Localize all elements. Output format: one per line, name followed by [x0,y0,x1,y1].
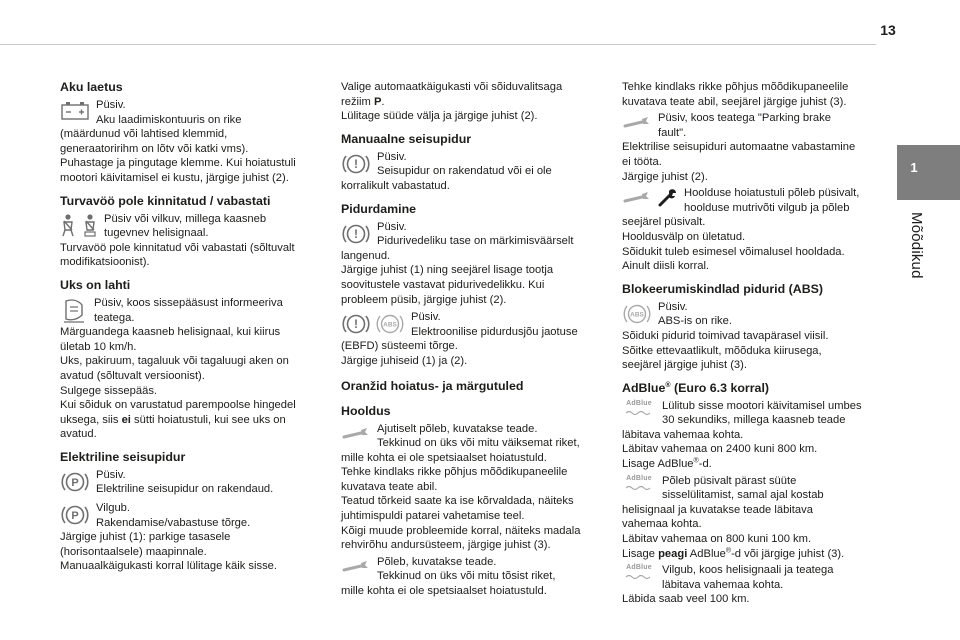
brake-icon [341,311,371,337]
svg-text:!: ! [354,226,358,241]
door-heading: Uks on lahti [60,277,131,292]
page-number: 13 [880,22,896,38]
braking-action: Järgige juhist (1) ning seejärel lisage tootja soovitustele vastavat pidurivedelikku. Kui probleem püsib, järgige juhist (2). [341,264,554,306]
adblue2-range: Läbitav vahemaa on 800 kuni 100 km. [622,533,812,546]
parking-fault-entry [622,111,862,184]
abs-brakes: Sõiduki pidurid toimivad tavapärasel viisil. [622,329,829,342]
adblue1-action-b: -d. [698,458,712,471]
service-heading: Hooldus [341,403,391,418]
service-temp-fix: Teatud tõrkeid saate ka ise kõrvaldada, näiteks juhtimispuldi patarei vahetamise teel. [341,495,574,523]
battery-icon [60,99,90,127]
col3-intro: Tehke kindlaks rikke põhjus mõõdikupaneelile kuvatava teate abil, seejärel järgige juhist (3). [622,81,849,108]
col2-intro-1 [341,80,581,109]
service-entry-1 [341,422,581,553]
adblue2-reg: ® [725,546,732,554]
adblue1-status: Lülitub sisse mootori käivitamisel umbes 30 sekundiks, millega kaasneb teade läbitava vahemaa kohta. [622,399,862,441]
manual-brake-entry [341,150,581,194]
column-2 [341,80,581,601]
service-icon [622,187,652,209]
col2-intro-2: Lülitage süüde välja ja järgige juhist (2). [341,110,538,123]
svg-text:!: ! [354,317,358,332]
epb-entry-steady [60,468,300,497]
adblue2-action-a: Lisage [622,547,659,560]
battery-action: Puhastage ja pingutage klemme. Kui hoiatustuli mootori käivitamisel ei kustu, järgige juhist (2). [60,157,296,184]
brake-abs-icons [341,311,405,339]
svg-text:ABS: ABS [383,321,397,329]
adblue2-action-c: -d või järgige juhist (3). [731,547,845,560]
battery-desc: Aku laadimiskontuuris on rike (määrdunud või lahtised klemmid, generaatoririhm on lõtv või katki vms). [60,113,249,155]
service-on-status: Põleb, kuvatakse teade. [377,555,497,568]
seatbelt-desc: Turvavöö pole kinnitatud või vabastati (sõltuvalt modifikatsioonist). [60,241,295,269]
seatbelt-status: Püsiv või vilkuv, millega kaasneb tugevnev helisignaal. [104,212,267,240]
epb-steady-desc: Elektriline seisupidur on rakendaud. [96,483,274,496]
braking-entry-2 [341,310,581,368]
adblue3-range: Läbida saab veel 100 km. [622,593,750,606]
top-rule [0,44,876,45]
door-status: Püsiv, koos sissepääsust informeeriva teatega. [94,296,283,324]
service-wrench-icon [341,423,371,451]
service-entry-2 [341,555,581,599]
wrench-status: Hoolduse hoiatustuli põleb püsivalt, hoolduse mutrivõti vilgub ja põleb seejärel püsivalt. [622,187,860,229]
epb-flash-status: Vilgub. [96,502,131,515]
abs-icon [622,301,652,329]
adblue1-reg: ® [693,457,699,465]
battery-entry [60,98,300,186]
ebfd-status: Püsiv. [411,311,441,324]
service-wrench-icon [622,112,652,140]
service-wrench-entry [622,186,862,274]
adblue-entry-2 [622,474,862,562]
electric-parking-brake-icon [60,469,90,497]
abs-icon [375,311,405,337]
abs-status: Püsiv. [658,300,688,313]
adblue-entry-3 [622,563,862,607]
column-1 [60,80,300,576]
service-on-desc: Tekkinud on üks või mitu tõsist riket, mille kohta ei ole spetsiaalset hoiatustuld. [341,570,556,598]
wrench-action: Sõidukit tuleb esimesel võimalusel hooldada. [622,245,845,258]
seatbelt-entry [60,212,300,270]
manual-brake-status: Püsiv. [377,150,407,163]
adblue2-action-b: AdBlue [687,547,726,560]
epb-entry-flashing [60,501,300,574]
adblue-entry-1 [622,399,862,472]
epb-flash-action: Järgige juhist (1): parkige tasasele (horisontaalsele) maapinnale. [60,531,231,558]
svg-text:P: P [71,476,79,489]
door-open-icon [60,297,88,325]
service-temp-desc: Tekkinud on üks või mitu väiksemat riket, mille kohta ei ole spetsiaalset hoiatustuld. [341,437,580,464]
svg-text:!: ! [354,156,358,171]
adblue-heading-reg: ® [665,381,671,389]
abs-entry [622,300,862,373]
adblue-icon [622,400,656,428]
epb-heading: Elektriline seisupidur [60,449,186,464]
braking-desc: Pidurivedeliku tase on märkimisväärselt langenud. [341,235,574,262]
epb-flash-manual: Manuaalkäigukasti korral lülitage käik sisse. [60,560,278,573]
abs-heading: Blokeerumiskindlad pidurid (ABS) [622,281,824,296]
door-note-bold: ei [121,413,131,426]
ebfd-action: Järgige juhiseid (1) ja (2). [341,354,468,367]
adblue-heading [622,381,862,396]
door-note-a: Kui sõiduk on varustatud parempoolse hingedel uksega, siis [60,399,296,426]
adblue3-status: Vilgub, koos helisignaali ja teatega läbitava vahemaa kohta. [662,564,834,591]
service-temp-other: Kõigi muude probleemide korral, näiteks madala rehvirõhu andursüsteem, järgige juhist (3). [341,524,581,552]
adblue1-range: Läbitav vahemaa on 2400 kuni 800 km. [622,443,818,456]
abs-action: Sõitke ettevaatlikult, mõõduka kiirusega, seejärel järgige juhist (3). [622,344,822,372]
col2-intro-p: P [373,95,382,108]
manual-brake-heading: Manuaalne seisupidur [341,131,472,146]
adblue1-action [622,457,862,472]
adblue-heading-a: AdBlue [622,380,666,395]
seatbelt-icon [60,213,98,241]
wrench-overdue: Hooldusvälp on ületatud. [622,230,746,243]
svg-text:P: P [71,510,79,523]
ebfd-desc: Elektroonilise pidurdusjõu jaotuse (EBFD) süsteemi tõrge. [341,325,578,353]
adblue-badge: AdBlue [626,399,652,407]
service-temp-status: Ajutiselt põleb, kuvatakse teade. [377,422,538,435]
adblue2-status: Põleb püsivalt pärast süüte sisselülitamist, samal ajal kostab helisignaal ja kuvatakse teade läbitava vahemaa kohta. [622,474,824,531]
door-desc: Uks, pakiruum, tagaluuk või tagaluugi aken on avatud (sõltuvalt versioonist). [60,355,289,382]
braking-status: Püsiv. [377,220,407,233]
battery-heading: Aku laetus [60,80,123,94]
adblue-icon [622,475,656,503]
wrench-icon [656,187,678,209]
door-note-b: sütti hoiatustuli, kui see uks on avatud. [60,413,286,441]
adblue-badge: AdBlue [626,564,652,572]
service-wrench-icon [341,556,371,584]
adblue2-soon: peagi [658,547,688,560]
parking-fault-action: Järgige juhist (2). [622,170,708,183]
electric-parking-brake-icon [60,502,90,530]
col2-intro-a: Valige automaatkäigukasti või sõiduvalitsaga režiim [341,81,563,108]
door-action: Sulgege sissepääs. [60,384,158,397]
braking-heading: Pidurdamine [341,201,417,216]
epb-steady-status: Püsiv. [96,468,126,481]
wrench-diesel: Ainult diisli korral. [622,260,710,273]
manual-brake-desc: Seisupidur on rakendatud või ei ole korralikult vabastatud. [341,165,552,192]
brake-icon [341,151,371,179]
braking-entry-1 [341,220,581,308]
door-signal: Märguandega kaasneb helisignaal, kui kiirus ületab 10 km/h. [60,326,281,353]
adblue1-action-a: Lisage AdBlue [622,458,694,471]
adblue2-action [622,547,862,562]
column-3 [622,80,862,609]
col2-intro-b: . [381,95,385,108]
brake-icon [341,221,371,249]
adblue-heading-b: (Euro 6.3 korral) [670,380,770,395]
abs-desc: ABS-is on rike. [658,315,732,328]
battery-status: Püsiv. [96,99,126,111]
service-temp-find: Tehke kindlaks rikke põhjus mõõdikupaneelile kuvatava teate abil. [341,466,568,493]
parking-fault-status: Püsiv, koos teatega "Parking brake fault". [658,112,831,139]
parking-fault-desc: Elektrilise seisupiduri automaatne vabastamine ei tööta. [622,141,856,168]
adblue-icon [622,564,656,592]
orange-warnings-heading: Oranžid hoiatus- ja märgutuled [341,378,524,393]
epb-flash-desc: Rakendamise/vabastuse tõrge. [96,516,251,529]
door-entry [60,296,300,442]
service-wrench-icons [622,187,678,215]
seatbelt-heading: Turvavöö pole kinnitatud / vabastati [60,193,271,208]
section-tab-title: Mõõdikud [908,212,925,279]
adblue-badge: AdBlue [626,474,652,482]
door-note [60,398,300,442]
section-tab-number: 1 [910,160,918,175]
svg-text:ABS: ABS [630,311,644,319]
